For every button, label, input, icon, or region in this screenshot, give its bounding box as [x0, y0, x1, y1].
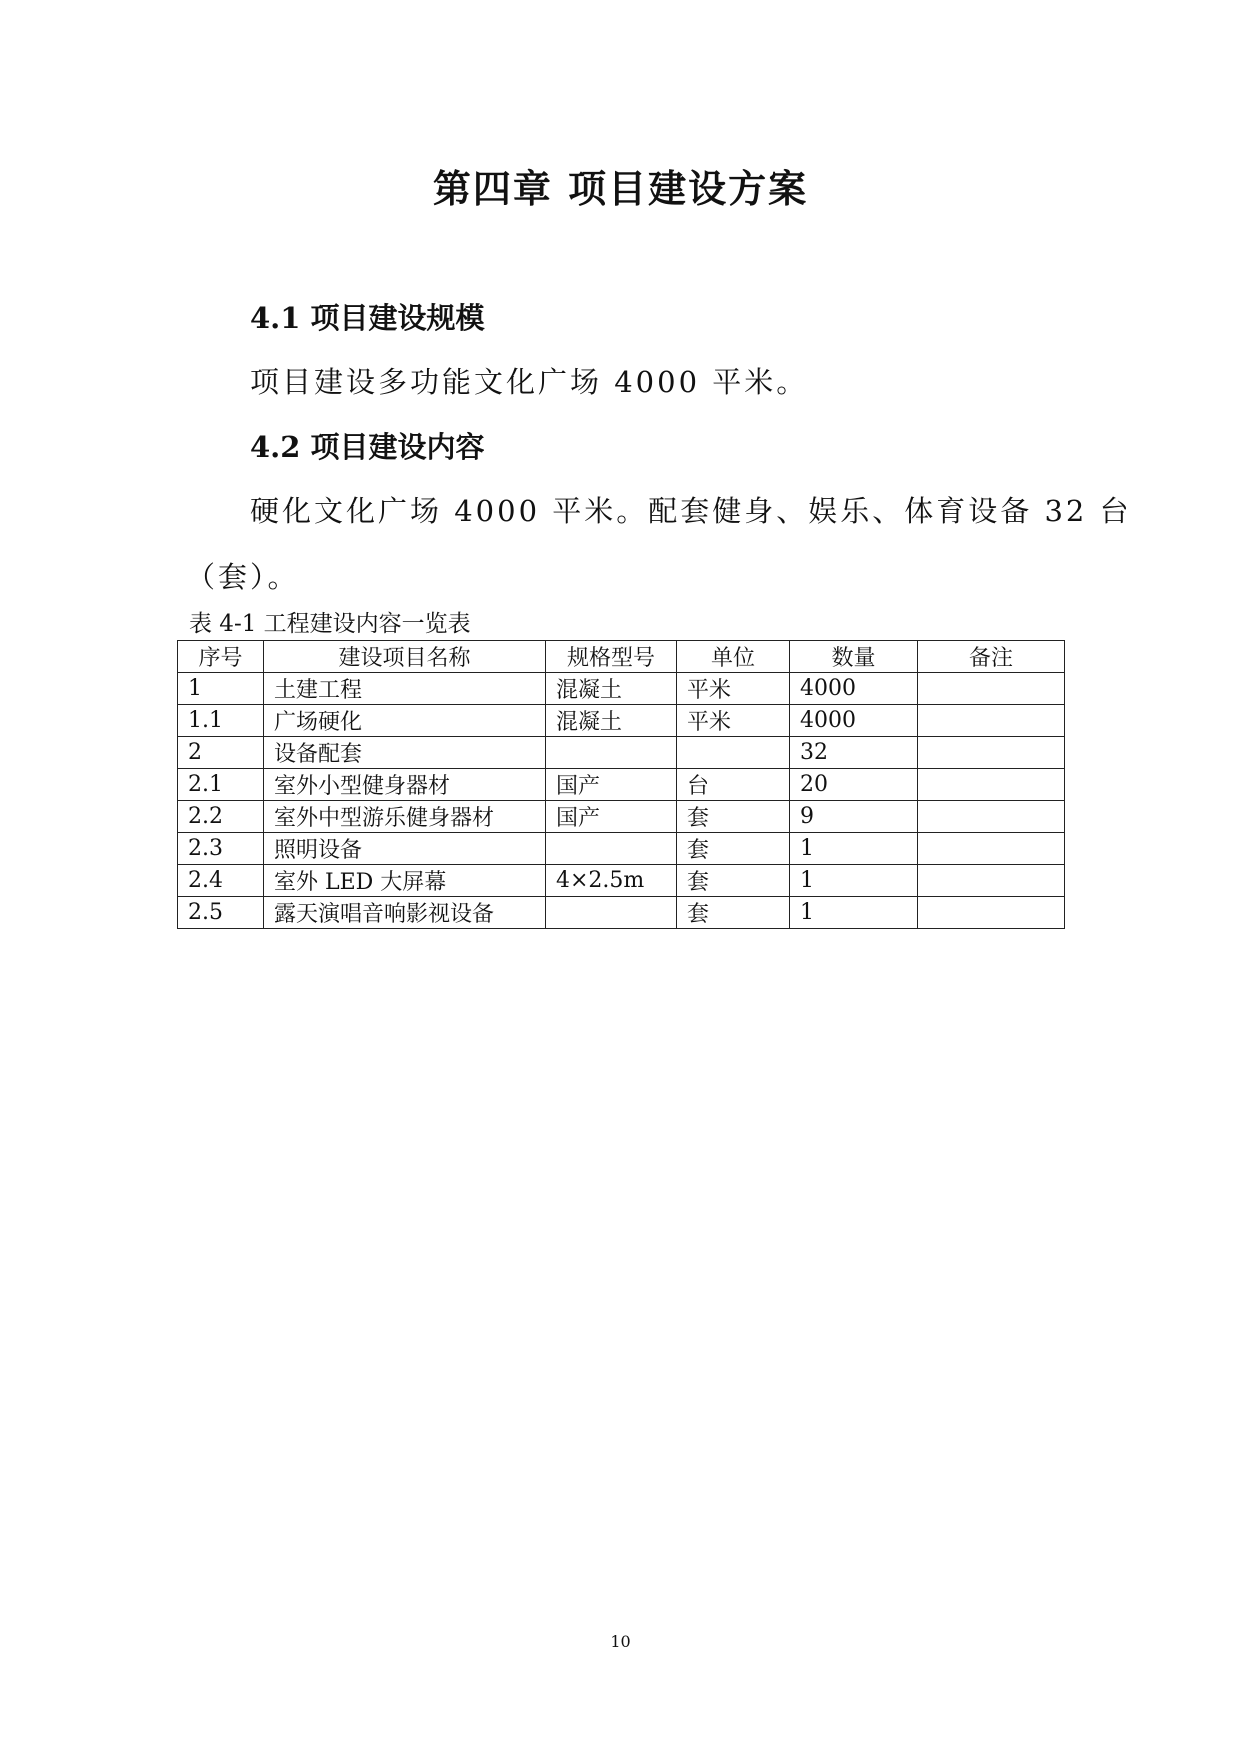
cell-index: 2.1: [178, 769, 264, 801]
cell-remarks: [918, 673, 1065, 705]
cell-index: 1.1: [178, 705, 264, 737]
cell-spec: 混凝土: [546, 673, 677, 705]
cell-item-name: 室外小型健身器材: [264, 769, 546, 801]
cell-index: 2.2: [178, 801, 264, 833]
cell-unit: [677, 737, 790, 769]
cell-remarks: [918, 737, 1065, 769]
cell-unit: 套: [677, 897, 790, 929]
cell-unit: 套: [677, 833, 790, 865]
section-4-1-paragraph: 项目建设多功能文化广场 4000 平米。: [250, 365, 809, 399]
cell-unit: 套: [677, 865, 790, 897]
cell-quantity: 20: [790, 769, 918, 801]
section-heading-4-1: 4.1 项目建设规模: [250, 301, 485, 335]
cell-unit: 平米: [677, 705, 790, 737]
cell-spec: [546, 833, 677, 865]
cell-unit: 套: [677, 801, 790, 833]
cell-spec: 国产: [546, 769, 677, 801]
cell-unit: 平米: [677, 673, 790, 705]
header-remarks: 备注: [918, 641, 1065, 673]
table-row: [178, 865, 1065, 897]
cell-remarks: [918, 769, 1065, 801]
cell-item-name: 设备配套: [264, 737, 546, 769]
page-number: 10: [610, 1632, 631, 1651]
cell-spec: [546, 897, 677, 929]
header-index: 序号: [178, 641, 264, 673]
cell-item-name: 土建工程: [264, 673, 546, 705]
cell-spec: 4×2.5m: [546, 865, 677, 897]
cell-item-name: 室外 LED 大屏幕: [264, 865, 546, 897]
section-heading-4-2: 4.2 项目建设内容: [250, 430, 485, 464]
header-quantity: 数量: [790, 641, 918, 673]
header-unit: 单位: [677, 641, 790, 673]
table-row: [178, 737, 1065, 769]
cell-spec: [546, 737, 677, 769]
table-row: [178, 705, 1065, 737]
cell-spec: 混凝土: [546, 705, 677, 737]
cell-index: 2.4: [178, 865, 264, 897]
cell-quantity: 1: [790, 833, 918, 865]
cell-unit: 台: [677, 769, 790, 801]
cell-quantity: 4000: [790, 705, 918, 737]
cell-item-name: 露天演唱音响影视设备: [264, 897, 546, 929]
cell-index: 2.3: [178, 833, 264, 865]
section-4-2-paragraph-line2: （套）。: [186, 560, 300, 594]
cell-quantity: 9: [790, 801, 918, 833]
table-row: [178, 801, 1065, 833]
table-row: [178, 769, 1065, 801]
cell-index: 2: [178, 737, 264, 769]
table-caption: 表 4-1 工程建设内容一览表: [189, 611, 471, 637]
cell-quantity: 32: [790, 737, 918, 769]
cell-item-name: 室外中型游乐健身器材: [264, 801, 546, 833]
cell-remarks: [918, 705, 1065, 737]
cell-remarks: [918, 801, 1065, 833]
cell-quantity: 1: [790, 865, 918, 897]
cell-quantity: 1: [790, 897, 918, 929]
cell-index: 1: [178, 673, 264, 705]
cell-remarks: [918, 833, 1065, 865]
cell-item-name: 照明设备: [264, 833, 546, 865]
chapter-title: 第四章 项目建设方案: [432, 166, 809, 211]
cell-remarks: [918, 897, 1065, 929]
cell-item-name: 广场硬化: [264, 705, 546, 737]
cell-remarks: [918, 865, 1065, 897]
header-item-name: 建设项目名称: [264, 641, 546, 673]
header-spec: 规格型号: [546, 641, 677, 673]
table-header-row: [178, 641, 1065, 673]
cell-spec: 国产: [546, 801, 677, 833]
cell-index: 2.5: [178, 897, 264, 929]
table-row: [178, 673, 1065, 705]
table-row: [178, 833, 1065, 865]
section-4-2-paragraph-line1: 硬化文化广场 4000 平米。配套健身、娱乐、体育设备 32 台: [250, 494, 1132, 528]
cell-quantity: 4000: [790, 673, 918, 705]
table-row: [178, 897, 1065, 929]
construction-content-table: [177, 640, 1065, 929]
